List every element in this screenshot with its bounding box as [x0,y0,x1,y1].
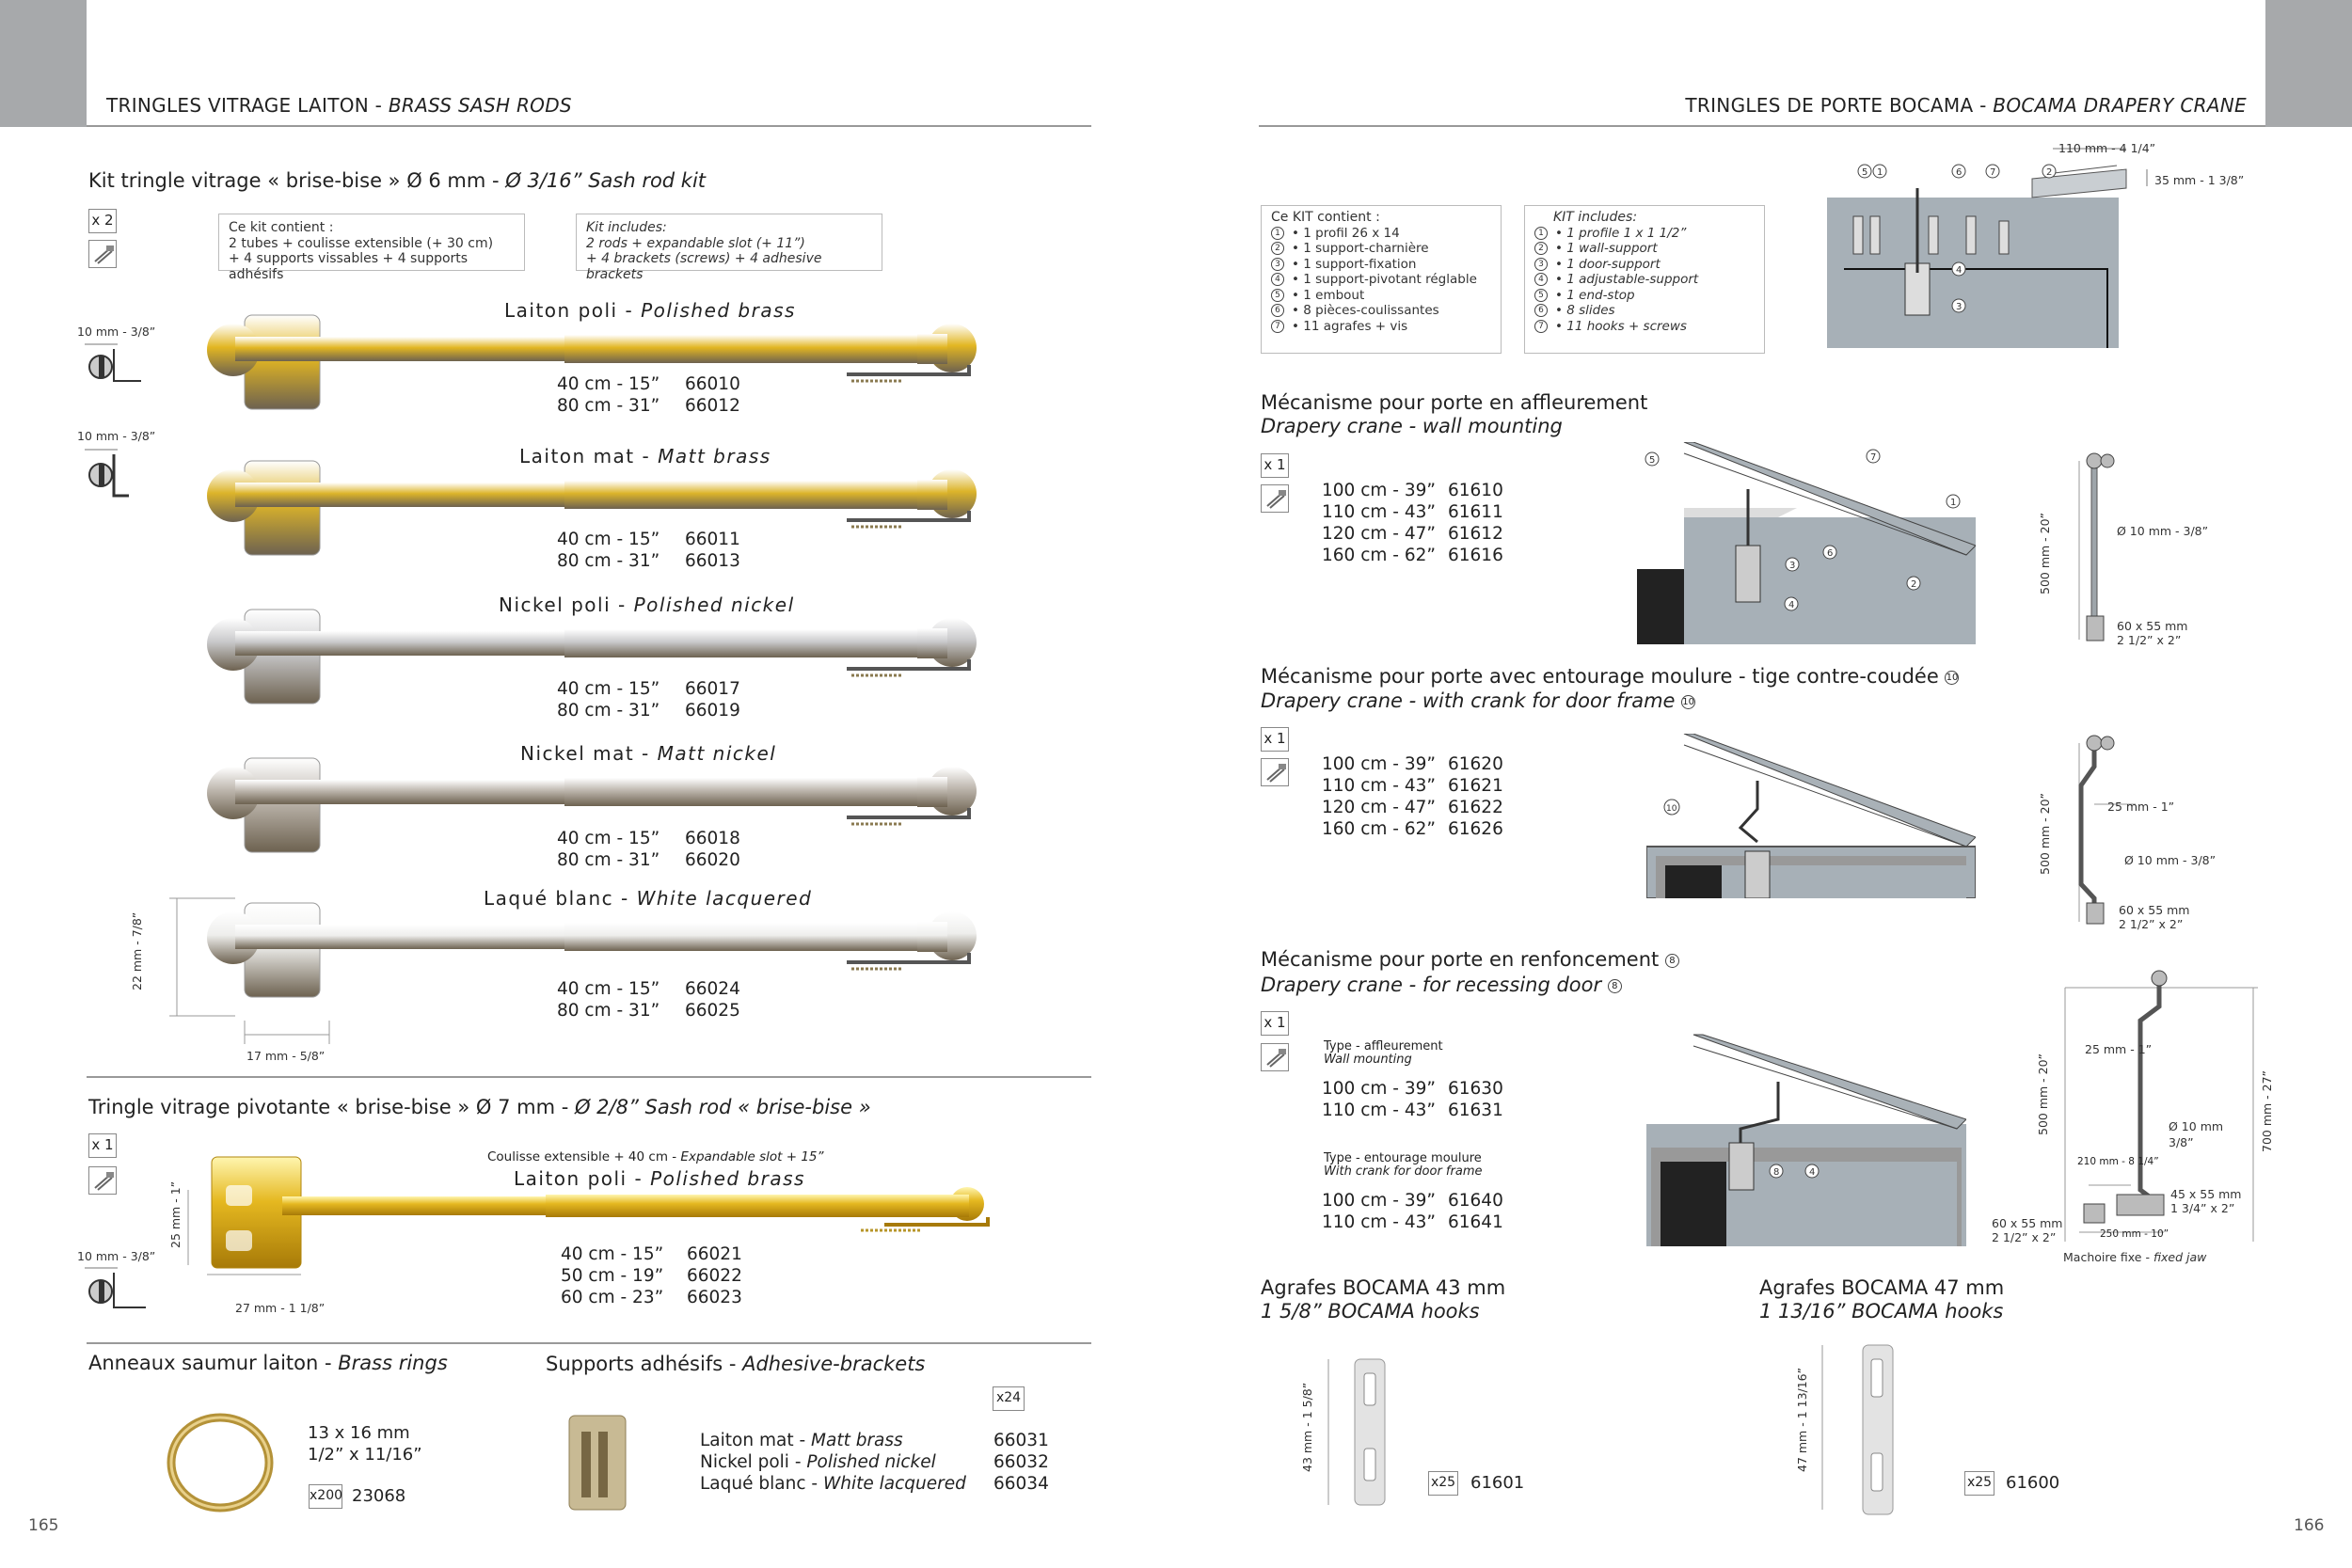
recess-title-fr: Mécanisme pour porte en renfoncement 8 [1261,948,1687,971]
svg-text:6: 6 [1956,167,1963,178]
recess-dim-e2: 2 1/2” x 2” [1992,1230,2057,1244]
wall-dim-diameter: Ø 10 mm - 3/8” [2117,524,2209,538]
recess-type2: Type - entourage moulure With crank for door frame [1324,1151,1483,1179]
wall-dim-base-in: 2 1/2” x 2” [2117,633,2182,647]
size-row: 110 cm - 43” 61611 [1322,502,1503,522]
size-row: 40 cm - 15” 66010 [557,374,740,394]
rings-code: 23068 [352,1486,406,1506]
svg-text:2: 2 [2046,167,2053,178]
size-row: 100 cm - 39” 61620 [1322,754,1503,774]
left-corner-tab [0,0,87,127]
crank-dim-vertical: 500 mm - 20” [2038,792,2052,875]
product-code: 66019 [685,701,740,721]
svg-text:5: 5 [1862,167,1868,178]
bottom-section-rule [87,1342,1091,1344]
finish-label: Laiton mat - Matt brass [519,445,771,467]
size-row: 110 cm - 43” 61621 [1322,776,1503,796]
svg-text:5: 5 [1649,455,1656,466]
product-code: 66034 [993,1474,1049,1494]
product-code: 61640 [1448,1191,1503,1211]
crank-dim-offset: 25 mm - 1” [2107,800,2175,814]
svg-text:3: 3 [1789,561,1796,571]
product-code: 61641 [1448,1212,1503,1232]
size-row: 80 cm - 31” 66013 [557,551,740,571]
product-code: 66010 [685,374,740,394]
product-code: 61626 [1448,819,1503,839]
size-row: 110 cm - 43” 61641 [1322,1212,1503,1232]
kit-item: 1 • 1 profil 26 x 14 [1271,226,1491,242]
pivot-slot-note: Coulisse extensible + 40 cm - Expandable slot + 15” [487,1149,824,1164]
crank-dim-diameter: Ø 10 mm - 3/8” [2124,853,2217,867]
size-row: 80 cm - 31” 66019 [557,701,740,721]
kit-item: 7 • 11 hooks + screws [1534,319,1755,335]
right-header-rule [1259,125,2265,127]
kit-qty-box: x 2 [88,209,117,233]
crank-dim-base-in: 2 1/2” x 2” [2119,917,2184,931]
size-row: 40 cm - 15” 66018 [557,829,740,848]
pivot-finish-label: Laiton poli - Polished brass [514,1167,805,1190]
size-row: 80 cm - 31” 66020 [557,850,740,870]
hook-43-image [1317,1354,1392,1510]
crank-title-en: Drapery crane - with crank for door frame 10 [1261,689,1694,712]
size-row: 160 cm - 62” 61626 [1322,819,1503,839]
product-code: 66020 [685,850,740,870]
rings-size-in: 1/2” x 11/16” [308,1445,422,1465]
size-row: 100 cm - 39” 61640 [1322,1191,1503,1211]
size-row: 40 cm - 15” 66011 [557,530,740,549]
fixed-jaw-label: Machoire fixe - fixed jaw [2063,1250,2207,1264]
svg-text:7: 7 [1990,167,1996,178]
pivot-dim-height: 25 mm - 1” [168,1180,183,1248]
kit-item: 4 • 1 adjustable-support [1534,272,1755,288]
product-code: 61622 [1448,798,1503,817]
product-code: 61611 [1448,502,1503,522]
hook43-dim: 43 mm - 1 5/8” [1300,1382,1314,1472]
hooks47-code: 61600 [2006,1473,2060,1493]
bracket-dim-1: 10 mm - 3/8” [77,325,156,339]
svg-text:1: 1 [1950,498,1957,508]
hook-47-image [1811,1340,1896,1519]
svg-text:4: 4 [1809,1167,1816,1178]
adhesive-row: Nickel poli - Polished nickel 66032 [700,1452,1049,1472]
size-row: 110 cm - 43” 61631 [1322,1101,1503,1120]
product-code: 61610 [1448,481,1503,500]
screw-icon [1261,1043,1289,1071]
recess-dim-v2: 700 mm - 27” [2260,1069,2274,1152]
kit-dim-top: 110 mm - 4 1/4” [2058,141,2156,155]
svg-text:4: 4 [1788,600,1795,610]
kit-item: 5 • 1 end-stop [1534,288,1755,304]
hook47-dim: 47 mm - 1 13/16” [1795,1367,1809,1472]
product-code: 61630 [1448,1079,1503,1099]
product-code: 66017 [685,679,740,699]
white-dim-width: 17 mm - 5/8” [246,1049,326,1063]
kit-item: 3 • 1 door-support [1534,257,1755,273]
left-page-header: TRINGLES VITRAGE LAITON - BRASS SASH RODS [106,94,572,117]
kit-dim-side: 35 mm - 1 3/8” [2154,173,2245,187]
kit-item: 6 • 8 pièces-coulissantes [1271,303,1491,319]
adhesive-row: Laiton mat - Matt brass 66031 [700,1431,1049,1450]
svg-text:8: 8 [1773,1167,1780,1178]
size-row: 100 cm - 39” 61610 [1322,481,1503,500]
hooks43-code: 61601 [1470,1473,1525,1493]
kit-item: 3 • 1 support-fixation [1271,257,1491,273]
adhesive-qty-box: x24 [993,1386,1025,1411]
pivot-bracket-profile-icon [80,1265,151,1322]
kit-item: 1 • 1 profile 1 x 1 1/2” [1534,226,1755,242]
product-code: 66031 [993,1431,1049,1450]
recess-dim-c1: 45 x 55 mm [2170,1187,2242,1201]
recess-qty-box: x 1 [1261,1011,1289,1036]
rings-title: Anneaux saumur laiton - Brass rings [88,1352,448,1374]
svg-text:6: 6 [1827,548,1834,559]
size-row: 100 cm - 39” 61630 [1322,1079,1503,1099]
kit-item: 5 • 1 embout [1271,288,1491,304]
recess-dim-offset: 25 mm - 1” [2085,1042,2153,1056]
finish-label: Laiton poli - Polished brass [504,299,796,322]
white-bracket-dims [132,889,348,1063]
adhesive-title: Supports adhésifs - Adhesive-brackets [546,1353,926,1375]
svg-text:7: 7 [1870,452,1877,463]
recess-dim-c2: 1 3/4” x 2” [2170,1201,2235,1215]
pivot-section-rule [87,1076,1091,1078]
recess-title-en: Drapery crane - for recessing door 8 [1261,974,1629,996]
kit-contents-fr: Ce kit contient : 2 tubes + coulisse extensible (+ 30 cm) + 4 supports vissables + 4 supports adhésifs [218,214,525,271]
page-number-right: 166 [2294,1516,2325,1535]
svg-text:10: 10 [1666,804,1677,814]
size-row: 80 cm - 31” 66025 [557,1001,740,1021]
size-row: 40 cm - 15” 66024 [557,979,740,999]
pivot-dim-side: 10 mm - 3/8” [77,1249,156,1263]
kit-title: Kit tringle vitrage « brise-bise » Ø 6 mm - Ø 3/16” Sash rod kit [88,169,707,192]
pivot-title: Tringle vitrage pivotante « brise-bise » Ø 7 mm - Ø 2/8” Sash rod « brise-bise » [88,1096,871,1118]
page-number-left: 165 [28,1516,59,1535]
size-row: 40 cm - 15” 66021 [561,1244,742,1264]
product-code: 66012 [685,396,740,416]
svg-text:1: 1 [1877,167,1883,178]
bocama-kit-diagram [1816,132,2249,357]
crank-rod-diagram [2042,734,2145,931]
adhesive-bracket-profile-icon [80,447,146,503]
size-row: 60 cm - 23” 66023 [561,1288,742,1307]
product-code: 66022 [687,1266,742,1286]
screw-icon [1261,758,1289,786]
product-code: 66024 [685,979,740,999]
pivot-qty-box: x 1 [88,1133,117,1158]
product-code: 61620 [1448,754,1503,774]
crank-dim-base-mm: 60 x 55 mm [2119,903,2190,917]
wall-mount-diagram [1637,442,1976,644]
wall-dim-base-mm: 60 x 55 mm [2117,619,2188,633]
screw-icon [88,1166,117,1195]
kit-item: 7 • 11 agrafes + vis [1271,319,1491,335]
product-code: 61621 [1448,776,1503,796]
recess-dim-diameter: Ø 10 mm [2169,1119,2224,1133]
recess-dim-e1: 60 x 55 mm [1992,1216,2063,1230]
product-code: 66018 [685,829,740,848]
size-row: 40 cm - 15” 66017 [557,679,740,699]
finish-label: Nickel mat - Matt nickel [520,742,777,765]
product-code: 66013 [685,551,740,571]
size-row: 120 cm - 47” 61612 [1322,524,1503,544]
svg-text:2: 2 [1911,579,1917,590]
hooks47-title-fr: Agrafes BOCAMA 47 mm [1759,1276,2005,1299]
recess-dim-diameter-in: 3/8” [2169,1135,2194,1149]
rings-size-mm: 13 x 16 mm [308,1423,410,1443]
kit-item: 2 • 1 support-charnière [1271,241,1491,257]
right-corner-tab [2265,0,2352,127]
pivot-dim-width: 27 mm - 1 1/8” [235,1301,326,1315]
bracket-dim-2: 10 mm - 3/8” [77,429,156,443]
svg-text:3: 3 [1956,302,1963,312]
bocama-kit-en: KIT includes: 1 • 1 profile 1 x 1 1/2” 2 • 1 wall-support 3 • 1 door-support 4 • 1 adjustable-support 5 • 1 end-stop 6 • 8 slides 7 • 11 hooks + screws [1524,205,1765,354]
finish-label: Laqué blanc - White lacquered [484,887,813,910]
size-row: 50 cm - 19” 66022 [561,1266,742,1286]
crank-title-fr: Mécanisme pour porte avec entourage moulure - tige contre-coudée 10 [1261,665,1959,688]
recess-diagram [1646,1025,1966,1246]
wall-title-fr: Mécanisme pour porte en affleurement [1261,391,1648,414]
size-row: 120 cm - 47” 61622 [1322,798,1503,817]
product-code: 66021 [687,1244,742,1264]
recess-dim-v1: 500 mm - 20” [2036,1053,2050,1135]
hooks43-title-fr: Agrafes BOCAMA 43 mm [1261,1276,1506,1299]
kit-item: 6 • 8 slides [1534,303,1755,319]
wall-dim-vertical: 500 mm - 20” [2038,512,2052,594]
product-code: 66023 [687,1288,742,1307]
hooks43-title-en: 1 5/8” BOCAMA hooks [1261,1300,1480,1323]
crank-diagram [1646,734,1976,898]
product-code: 66032 [993,1452,1049,1472]
recess-dim-a: 210 mm - 8 1/4” [2077,1156,2159,1167]
adhesive-bracket-image [564,1411,630,1514]
hooks43-qty-box: x25 [1428,1471,1458,1496]
right-page-header: TRINGLES DE PORTE BOCAMA - BOCAMA DRAPERY CRANE [1685,94,2247,117]
screw-icon [88,240,117,268]
recess-type1: Type - affleurement Wall mounting [1324,1039,1443,1067]
wall-qty-box: x 1 [1261,453,1289,478]
product-code: 61631 [1448,1101,1503,1120]
svg-text:4: 4 [1956,265,1963,276]
finish-label: Nickel poli - Polished nickel [499,594,795,616]
product-code: 66025 [685,1001,740,1021]
product-code: 61616 [1448,546,1503,565]
crank-qty-box: x 1 [1261,727,1289,752]
hooks47-title-en: 1 13/16” BOCAMA hooks [1759,1300,2004,1323]
white-dim-height: 22 mm - 7/8” [130,911,144,990]
recess-dim-b: 250 mm - 10” [2100,1228,2169,1240]
screw-bracket-profile-icon [80,341,146,393]
left-header-rule [87,125,1091,127]
product-code: 66011 [685,530,740,549]
kit-item: 4 • 1 support-pivotant réglable [1271,272,1491,288]
kit-item: 2 • 1 wall-support [1534,241,1755,257]
bocama-kit-fr: Ce KIT contient : 1 • 1 profil 26 x 14 2 • 1 support-charnière 3 • 1 support-fixation 4 • 1 support-pivotant réglable 5 • 1 embout 6 • 8 pièces-coulissantes 7 • 11 agrafes + vis [1261,205,1502,354]
brass-ring-image [162,1411,284,1514]
screw-icon [1261,484,1289,513]
wall-title-en: Drapery crane - wall mounting [1261,415,1563,437]
adhesive-row: Laqué blanc - White lacquered 66034 [700,1474,1049,1494]
rings-qty-box: x200 [309,1484,342,1509]
product-code: 61612 [1448,524,1503,544]
hooks47-qty-box: x25 [1964,1471,1994,1496]
size-row: 160 cm - 62” 61616 [1322,546,1503,565]
kit-contents-en: Kit includes: 2 rods + expandable slot (+ 11”) + 4 brackets (screws) + 4 adhesive brackets [576,214,882,271]
size-row: 80 cm - 31” 66012 [557,396,740,416]
